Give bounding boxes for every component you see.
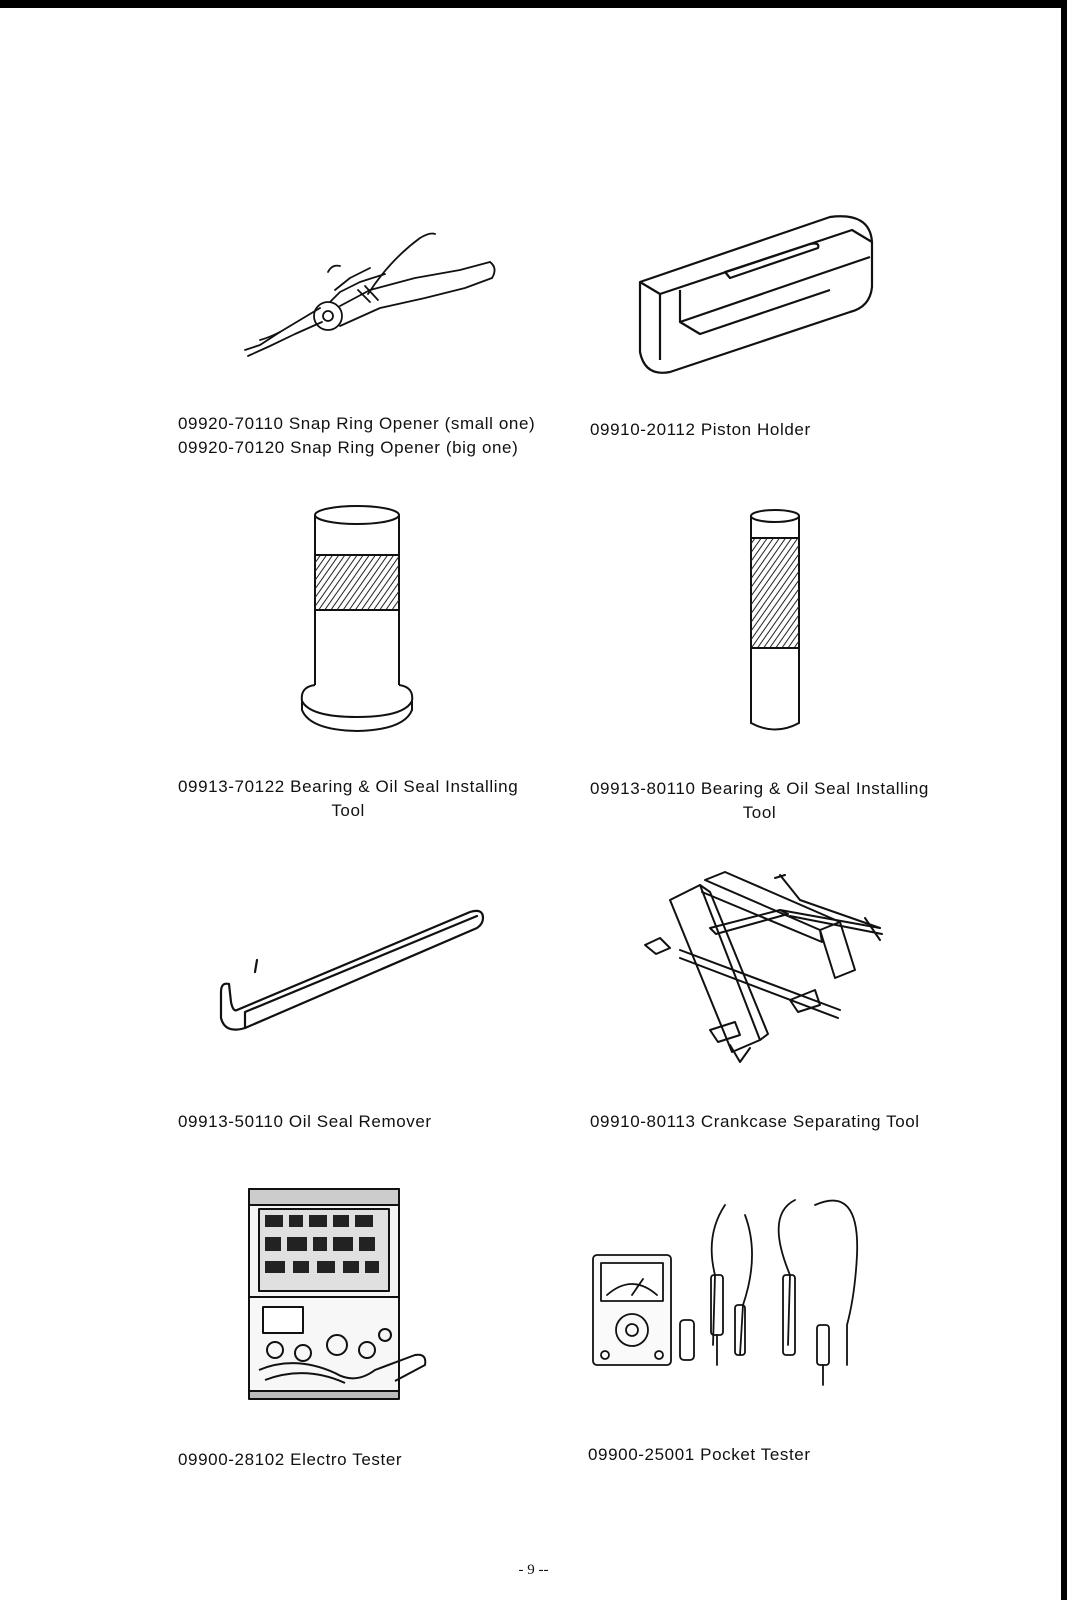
caption-line: Tool: [331, 801, 365, 820]
caption-line: 09913-80110 Bearing & Oil Seal Installing: [590, 779, 929, 798]
caption-bearing-tool-small: [590, 777, 929, 825]
page-number: - 9 --: [518, 1562, 549, 1578]
caption-line: 09910-80113 Crankcase Separating Tool: [590, 1112, 920, 1131]
caption-line: 09910-20112 Piston Holder: [590, 420, 811, 439]
caption-line: 09913-70122 Bearing & Oil Seal Installing: [178, 777, 519, 796]
bearing-installing-tool-large-icon: [300, 505, 415, 735]
caption-electro-tester: [178, 1448, 402, 1472]
caption-line: 09913-50110 Oil Seal Remover: [178, 1112, 432, 1131]
caption-pocket-tester: [588, 1443, 811, 1467]
snap-ring-opener-icon: [240, 220, 510, 370]
caption-bearing-tool-large: [178, 775, 518, 823]
caption-line: 09900-25001 Pocket Tester: [588, 1445, 811, 1464]
caption-line: 09920-70110 Snap Ring Opener (small one): [178, 414, 536, 433]
electro-tester-icon: [245, 1185, 430, 1405]
bearing-installing-tool-small-icon: [745, 508, 805, 736]
caption-snap-ring-opener: [178, 412, 535, 460]
crankcase-separating-tool-icon: [640, 870, 900, 1065]
page-right-border: [1061, 0, 1067, 1600]
page-top-border: [0, 0, 1067, 8]
caption-piston-holder: [590, 418, 811, 442]
caption-line: 09900-28102 Electro Tester: [178, 1450, 403, 1469]
caption-crankcase-tool: [590, 1110, 920, 1134]
caption-line: 09920-70120 Snap Ring Opener (big one): [178, 438, 519, 457]
pocket-tester-icon: [585, 1195, 885, 1395]
piston-holder-icon: [630, 212, 890, 377]
oil-seal-remover-icon: [215, 900, 490, 1040]
caption-oil-seal-remover: [178, 1110, 432, 1134]
caption-line: Tool: [742, 803, 777, 822]
